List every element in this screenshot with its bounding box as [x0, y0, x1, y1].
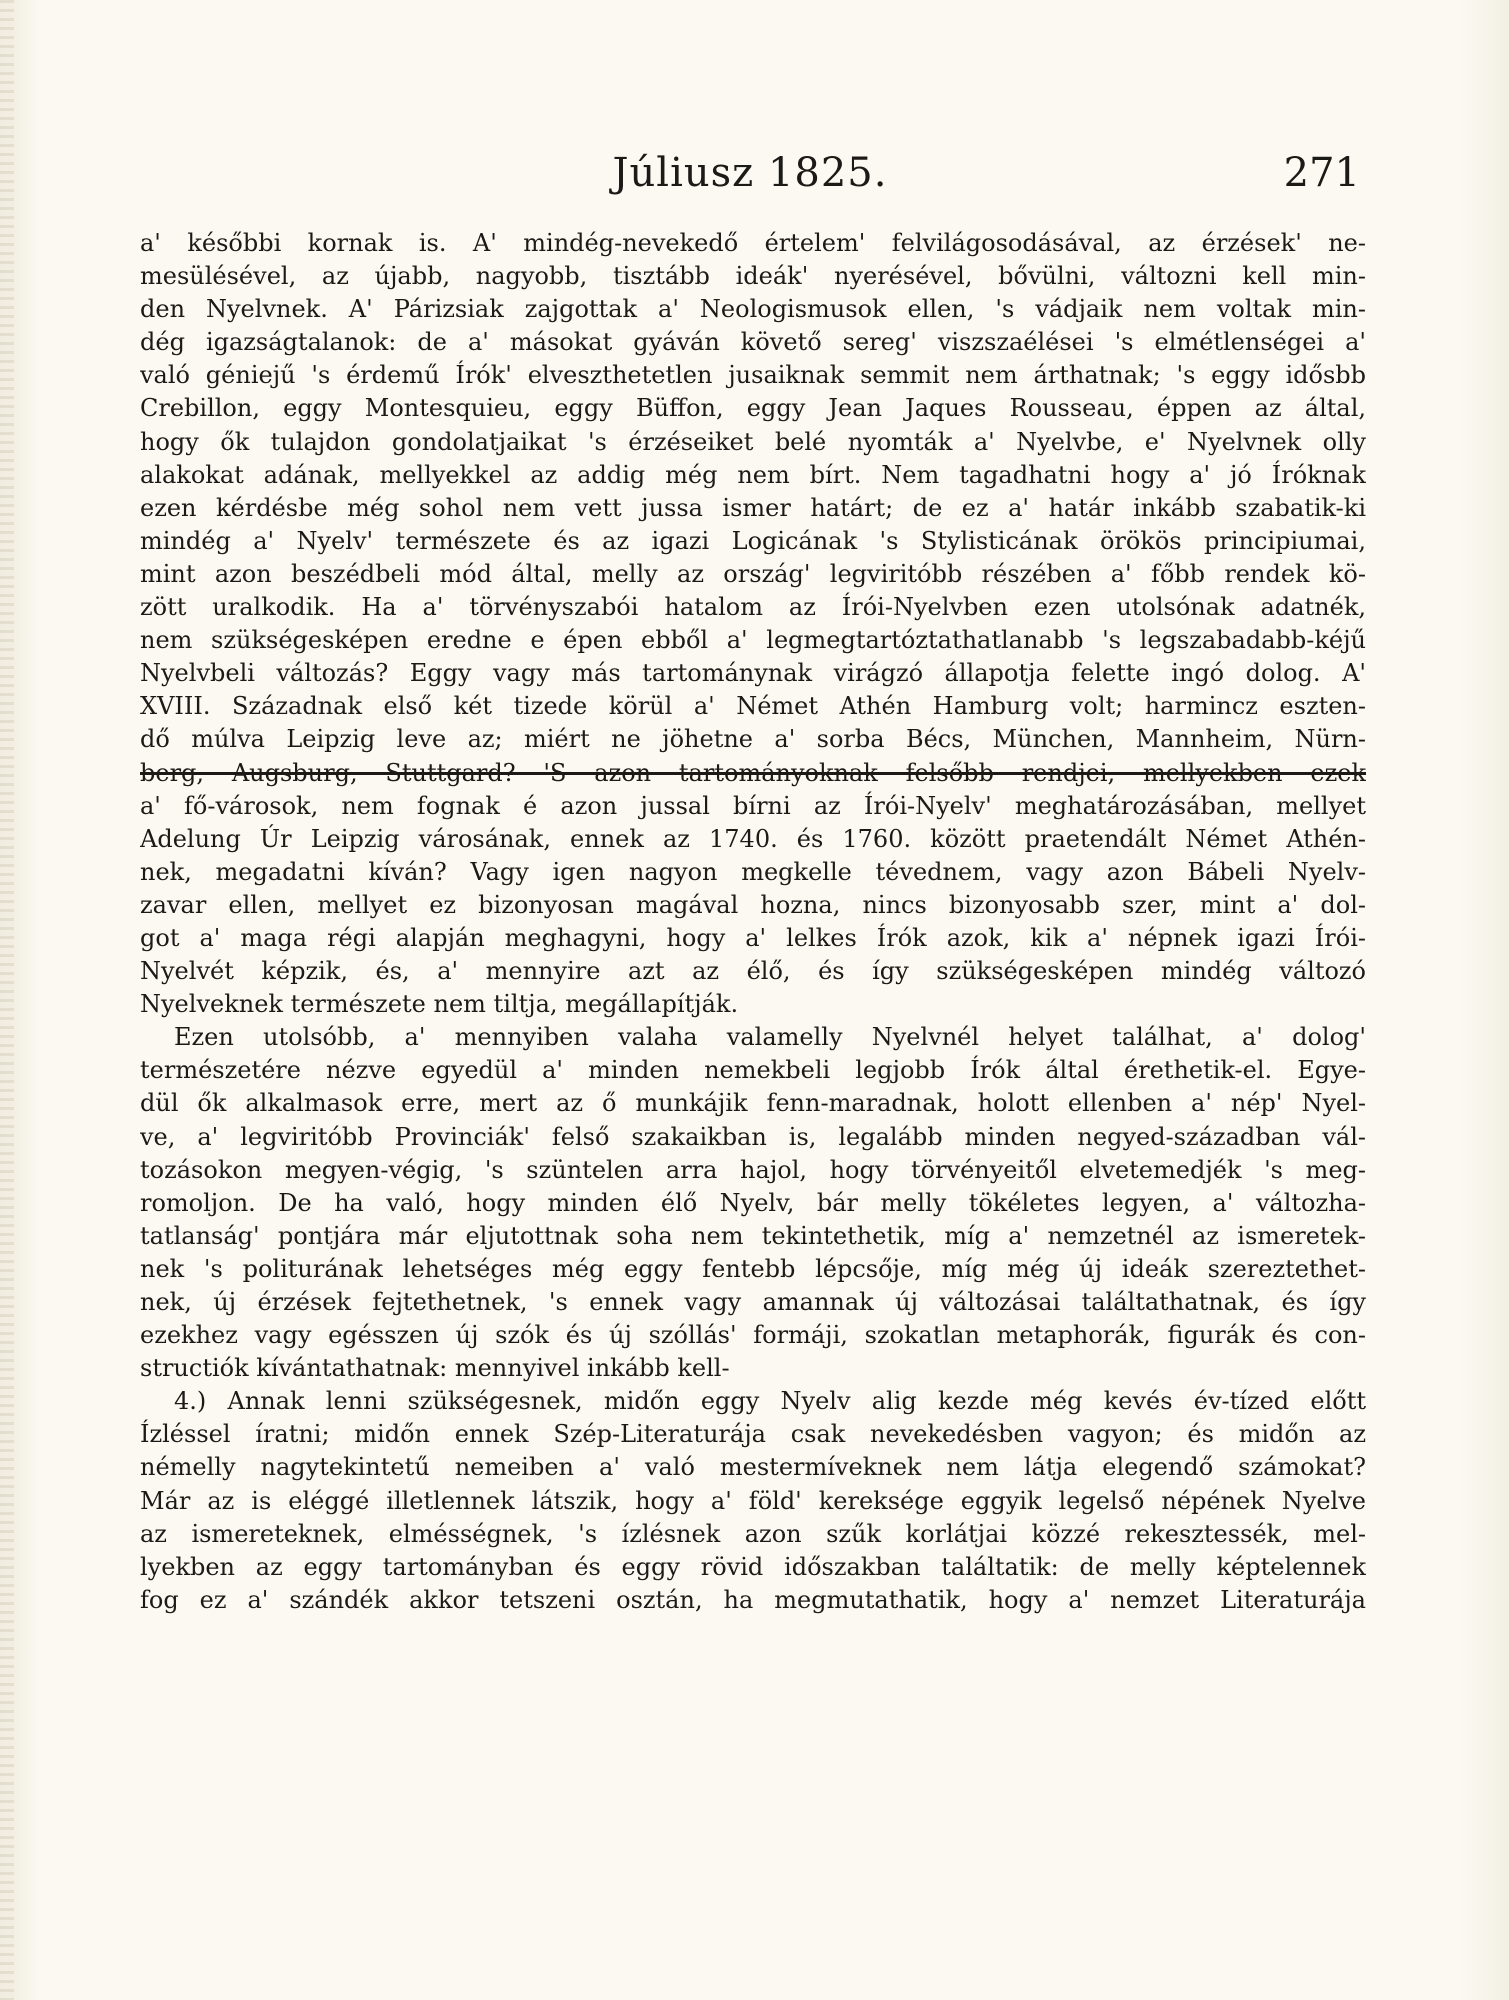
- text-line: dég igazságtalanok: de a' másokat gyáván követő sereg' viszszaélései 's elmétlenségei a': [140, 328, 1366, 357]
- text-line: az ismereteknek, elmésségnek, 's ízlésnek azon szűk korlátjai közzé rekesztessék, mel-: [140, 1519, 1366, 1548]
- text-line: némelly nagytekintetű nemeiben a' való mestermíveknek nem látja elegendő számokat?: [140, 1453, 1366, 1482]
- text-line: tozásokon megyen-végig, 's szüntelen arra hajol, hogy törvényeitől elvetemedjék 's meg-: [140, 1155, 1366, 1184]
- text-line: got a' maga régi alapján meghagyni, hogy a' lelkes Írók azok, kik a' népnek igazi Írói-: [140, 923, 1366, 952]
- page-number: 271: [1283, 150, 1360, 196]
- text-line: a' fő-városok, nem fognak é azon jussal bírni az Írói-Nyelv' meghatározásában, mellyet: [140, 791, 1366, 820]
- text-line: ezen kérdésbe még sohol nem vett jussa ismer határt; de ez a' határ inkább szabatik-ki: [140, 493, 1366, 522]
- text-line: Ízléssel íratni; midőn ennek Szép-Literaturája csak nevekedésben vagyon; és midőn az: [140, 1420, 1366, 1449]
- text-line-struck: berg, Augsburg, Stuttgard? 'S azon tartományoknak felsőbb rendjei, mellyekben ezek: [140, 758, 1366, 787]
- text-line: alakokat adának, mellyekkel az addig még nem bírt. Nem tagadhatni hogy a' jó Íróknak: [140, 460, 1366, 489]
- text-line: tatlanság' pontjára már eljutottnak soha nem tekintethetik, míg a' nemzetnél az ismeretek-: [140, 1221, 1366, 1250]
- text-line: mesülésével, az újabb, nagyobb, tisztább ideák' nyerésével, bővülni, változni kell min-: [140, 262, 1366, 291]
- paragraph-start: 4.) Annak lenni szükségesnek, midőn eggy Nyelv alig kezde még kevés év-tízed előtt: [174, 1387, 1366, 1416]
- text-line: Adelung Úr Leipzig városának, ennek az 1740. és 1760. között praetendált Német Athén-: [140, 824, 1366, 853]
- text-line: structiók kívántathatnak: mennyivel inkább kell-: [140, 1354, 730, 1383]
- text-line: zavar ellen, mellyet ez bizonyosan magával hozna, nincs bizonyosabb szer, mint a' dol-: [140, 890, 1366, 919]
- text-line: Nyelveknek természete nem tiltja, megállapítják.: [140, 990, 739, 1019]
- text-line: hogy ők tulajdon gondolatjaikat 's érzéseiket belé nyomták a' Nyelvbe, e' Nyelvnek olly: [140, 427, 1366, 456]
- text-line: romoljon. De ha való, hogy minden élő Nyelv, bár melly tökéletes legyen, a' változha-: [140, 1188, 1366, 1217]
- text-line: Nyelvbeli változás? Eggy vagy más tartománynak virágzó állapotja felette ingó dolog. A': [140, 659, 1366, 688]
- paragraph-start: Ezen utolsóbb, a' mennyiben valaha valamelly Nyelvnél helyet találhat, a' dolog': [174, 1023, 1366, 1052]
- text-line: természetére nézve egyedül a' minden nemekbeli legjobb Írók által érethetik-el. Egye-: [140, 1056, 1366, 1085]
- text-line: dül ők alkalmasok erre, mert az ő munkájik fenn-maradnak, holott ellenben a' nép' Nyel-: [140, 1089, 1366, 1118]
- text-line: mint azon beszédbeli mód által, melly az ország' legviritóbb részében a' főbb rendek kö-: [140, 559, 1366, 588]
- text-line: Már az is eléggé illetlennek látszik, hogy a' föld' kereksége eggyik legelső népének Nyelve: [140, 1486, 1366, 1515]
- text-line: nek, új érzések fejtethetnek, 's ennek vagy amannak új változásai találtathatnak, és így: [140, 1288, 1366, 1316]
- text-line: a' későbbi kornak is. A' mindég-nevekedő értelem' felvilágosodásával, az érzések' ne-: [140, 229, 1366, 257]
- page-title: Júliusz 1825.: [612, 150, 888, 196]
- text-line: nek 's politurának lehetséges még eggy fentebb lépcsője, míg még új ideák szereztethet-: [140, 1254, 1366, 1283]
- text-line: nem szükségesképen eredne e épen ebből a' legmegtartóztathatlanabb 's legszabadabb-kéjű: [140, 626, 1366, 655]
- text-line: ezekhez vagy egésszen új szók és új szóllás' formáji, szokatlan metaphorák, figurák és con-: [140, 1321, 1366, 1350]
- text-line: nek, megadatni kíván? Vagy igen nagyon megkelle tévednem, vagy azon Bábeli Nyelv-: [140, 857, 1366, 886]
- text-line: ve, a' legviritóbb Provinciák' felső szakaikban is, legalább minden negyed-században vál-: [140, 1122, 1366, 1151]
- body-text: [140, 227, 1366, 1617]
- text-line: lyekben az eggy tartományban és eggy rövid időszakban találtatik: de melly képtelennek: [140, 1552, 1366, 1581]
- text-line: fog ez a' szándék akkor tetszeni osztán, ha megmutathatik, hogy a' nemzet Literaturája: [140, 1585, 1366, 1614]
- text-line: Crebillon, eggy Montesquieu, eggy Büffon, eggy Jean Jaques Rousseau, éppen az által,: [140, 394, 1366, 423]
- text-line: mindég a' Nyelv' természete és az igazi Logicának 's Stylisticának örökös principiumai,: [140, 526, 1366, 555]
- text-line: den Nyelvnek. A' Párizsiak zajgottak a' Neologismusok ellen, 's vádjaik nem voltak min-: [140, 295, 1366, 324]
- text-line: Nyelvét képzik, és, a' mennyire azt az élő, és így szükségesképen mindég változó: [140, 957, 1366, 986]
- running-header: [140, 150, 1360, 210]
- text-line: XVIII. Századnak első két tizede körül a' Német Athén Hamburg volt; harmincz eszten-: [140, 692, 1366, 721]
- text-line: zött uralkodik. Ha a' törvényszabói hatalom az Írói-Nyelvben ezen utolsónak adatnék,: [140, 593, 1366, 622]
- text-line: való géniejű 's érdemű Írók' elveszthetetlen jusaiknak semmit nem árthatnak; 's eggy idősbb: [140, 361, 1366, 390]
- text-line: dő múlva Leipzig leve az; miért ne jöhetne a' sorba Bécs, München, Mannheim, Nürn-: [140, 725, 1366, 754]
- page-edge: [0, 0, 14, 2000]
